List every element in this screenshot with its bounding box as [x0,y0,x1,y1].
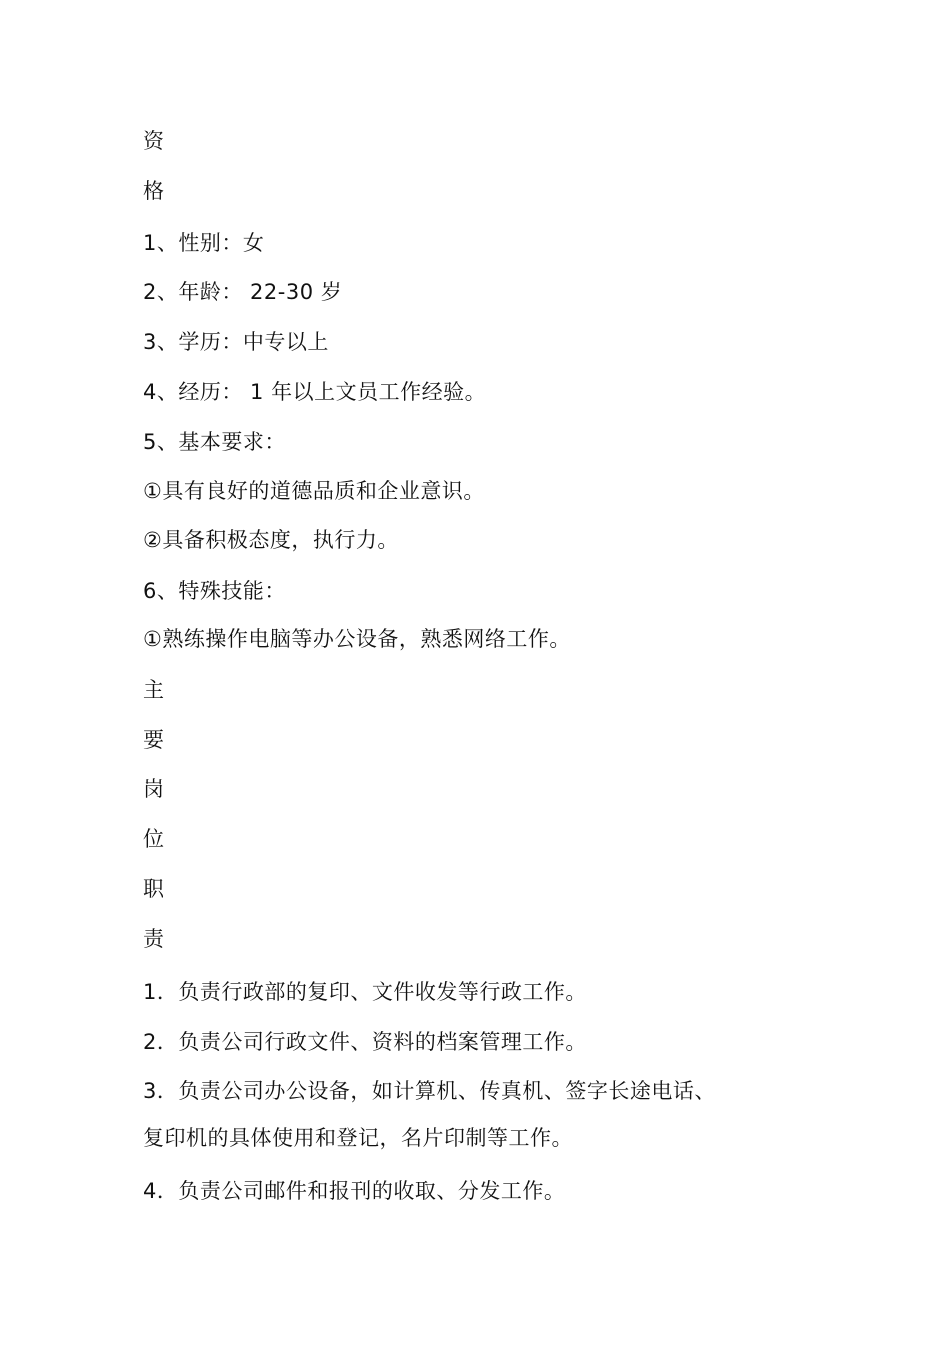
duty-item: 4．负责公司邮件和报刊的收取、分发工作。 [143,1179,566,1203]
duty-item: 1．负责行政部的复印、文件收发等行政工作。 [143,980,587,1004]
qualification-item-gender: 1、性别：女 [143,231,265,255]
qualification-subitem: ②具备积极态度，执行力。 [143,528,399,552]
duties-heading-char: 岗 [143,777,165,801]
duties-heading-char: 位 [143,827,165,851]
qualification-subitem: ①熟练操作电脑等办公设备，熟悉网络工作。 [143,627,571,651]
duty-item: 2．负责公司行政文件、资料的档案管理工作。 [143,1030,587,1054]
qualification-heading-char: 格 [143,179,165,203]
duty-item-continuation: 复印机的具体使用和登记，名片印制等工作。 [143,1126,573,1150]
duties-heading-char: 责 [143,927,165,951]
qualification-item-education: 3、学历：中专以上 [143,330,329,354]
qualification-item-age: 2、年龄： 22-30 岁 [143,280,343,304]
qualification-subitem: ①具有良好的道德品质和企业意识。 [143,479,485,503]
duties-heading-char: 职 [143,877,165,901]
qualification-item-basic-requirements: 5、基本要求： [143,430,286,454]
duties-heading-char: 主 [143,678,165,702]
qualification-heading-char: 资 [143,129,165,153]
duties-heading-char: 要 [143,728,165,752]
duty-item: 3．负责公司办公设备，如计算机、传真机、签字长途电话、 [143,1079,716,1103]
qualification-item-experience: 4、经历： 1 年以上文员工作经验。 [143,380,487,404]
qualification-item-special-skills: 6、特殊技能： [143,579,286,603]
